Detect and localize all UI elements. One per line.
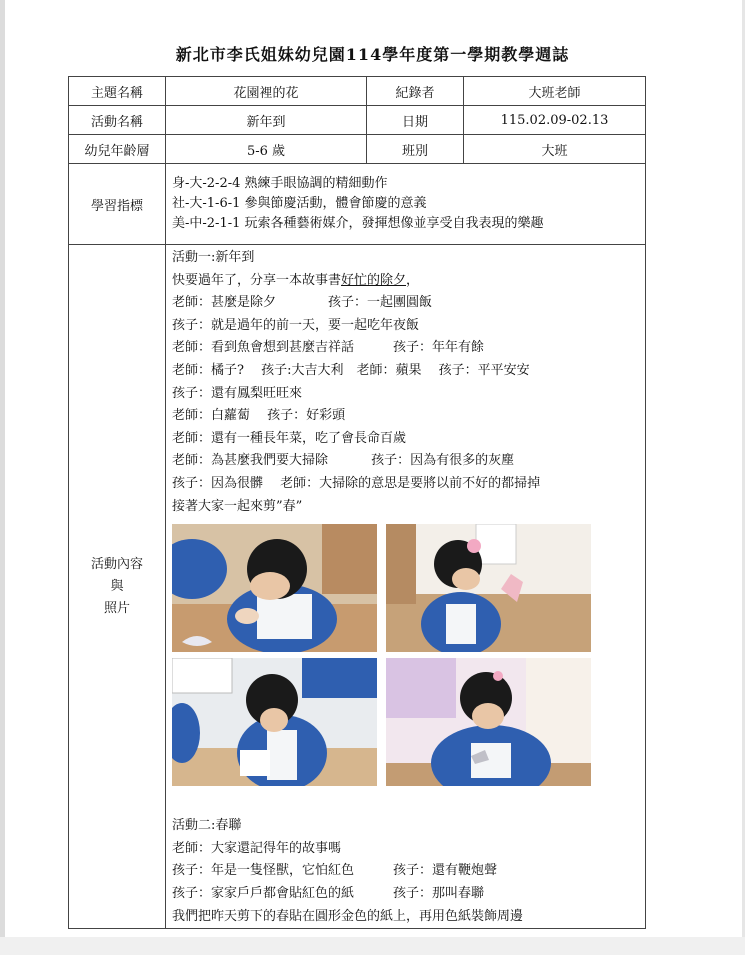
dialogue-line: 老師：甚麼是除夕 孩子：一起團圓飯: [172, 295, 433, 311]
content-label: [69, 245, 166, 929]
goal-item: 社-大-1-6-1 參與節慶活動，體會節慶的意義: [172, 196, 427, 211]
class-value: 大班: [464, 135, 646, 164]
dialogue-line: 老師：為甚麼我們要大掃除 孩子：因為有很多的灰塵: [172, 453, 515, 469]
row-goals: [69, 164, 646, 245]
activity1-text: 快要過年了，分享一本故事書: [172, 272, 342, 288]
date-value: 115.02.09-02.13: [464, 106, 646, 135]
goal-item: 身-大-2-2-4 熟練手眼協調的精細動作: [172, 176, 388, 191]
activity-value: 新年到: [166, 106, 367, 135]
row-activity: [69, 106, 646, 135]
photo-3: [172, 658, 377, 786]
row-theme: [69, 77, 646, 106]
dialogue-line: 孩子：因為很髒 老師：大掃除的意思是要將以前不好的都掃掉: [172, 475, 541, 491]
dialogue-line: 接著大家一起來剪”春”: [172, 498, 303, 514]
page-edge-left: [0, 0, 5, 955]
activity1-line: [172, 270, 639, 293]
photo-4: [386, 658, 591, 786]
class-label: 班別: [367, 135, 464, 164]
content-label-line: 與: [110, 578, 124, 594]
dialogue-line: 孩子：就是過年的前一天，要一起吃年夜飯: [172, 317, 420, 333]
book-title: 好忙的除夕: [341, 272, 407, 288]
content-body: [166, 245, 646, 929]
page-edge-bottom: [0, 937, 745, 955]
goals-list: [166, 164, 646, 245]
page-title: 新北市李氏姐妹幼兒園114學年度第一學期教學週誌: [175, 45, 570, 64]
dialogue-line: 孩子：年是一隻怪獸，它怕紅色 孩子：還有鞭炮聲: [172, 863, 498, 879]
photo-grid: [172, 524, 639, 799]
photo-2: [386, 524, 591, 652]
age-value: 5-6 歲: [166, 135, 367, 164]
activity1-text: ，: [406, 272, 420, 288]
activity2-heading: 活動二:春聯: [172, 818, 242, 834]
goal-item: 美-中-2-1-1 玩索各種藝術媒介，發揮想像並享受自我表現的樂趣: [172, 216, 544, 231]
activity1-heading: 活動一:新年到: [172, 250, 255, 265]
date-label: 日期: [367, 106, 464, 135]
goals-label: 學習指標: [69, 164, 166, 245]
dialogue-line: 我們把昨天剪下的春貼在圓形金色的紙上，再用色紙裝飾周邊: [172, 908, 524, 924]
dialogue-line: 老師：橘子? 孩子:大吉大利 老師：蘋果 孩子：平平安安: [172, 362, 530, 378]
content-label-line: 活動內容: [90, 556, 143, 572]
dialogue-line: 老師：還有一種長年菜，吃了會長命百歲: [172, 430, 407, 446]
dialogue-line: 老師：大家還記得年的故事嗎: [172, 840, 342, 856]
journal-table: [68, 76, 646, 929]
theme-value: 花園裡的花: [166, 77, 367, 106]
dialogue-line: 老師：白蘿蔔 孩子：好彩頭: [172, 408, 346, 424]
row-age: [69, 135, 646, 164]
recorder-label: 紀錄者: [367, 77, 464, 106]
dialogue-line: 孩子：家家戶戶都會貼紅色的紙 孩子：那叫春聯: [172, 885, 485, 901]
dialogue-line: 孩子：還有鳳梨旺旺來: [172, 385, 303, 401]
content-label-line: 照片: [103, 600, 130, 616]
theme-label: 主題名稱: [69, 77, 166, 106]
activity-label: 活動名稱: [69, 106, 166, 135]
recorder-value: 大班老師: [464, 77, 646, 106]
age-label: 幼兒年齡層: [69, 135, 166, 164]
dialogue-line: 老師：看到魚會想到甚麼吉祥話 孩子：年年有餘: [172, 340, 485, 356]
photo-1: [172, 524, 377, 652]
row-content: [69, 245, 646, 929]
